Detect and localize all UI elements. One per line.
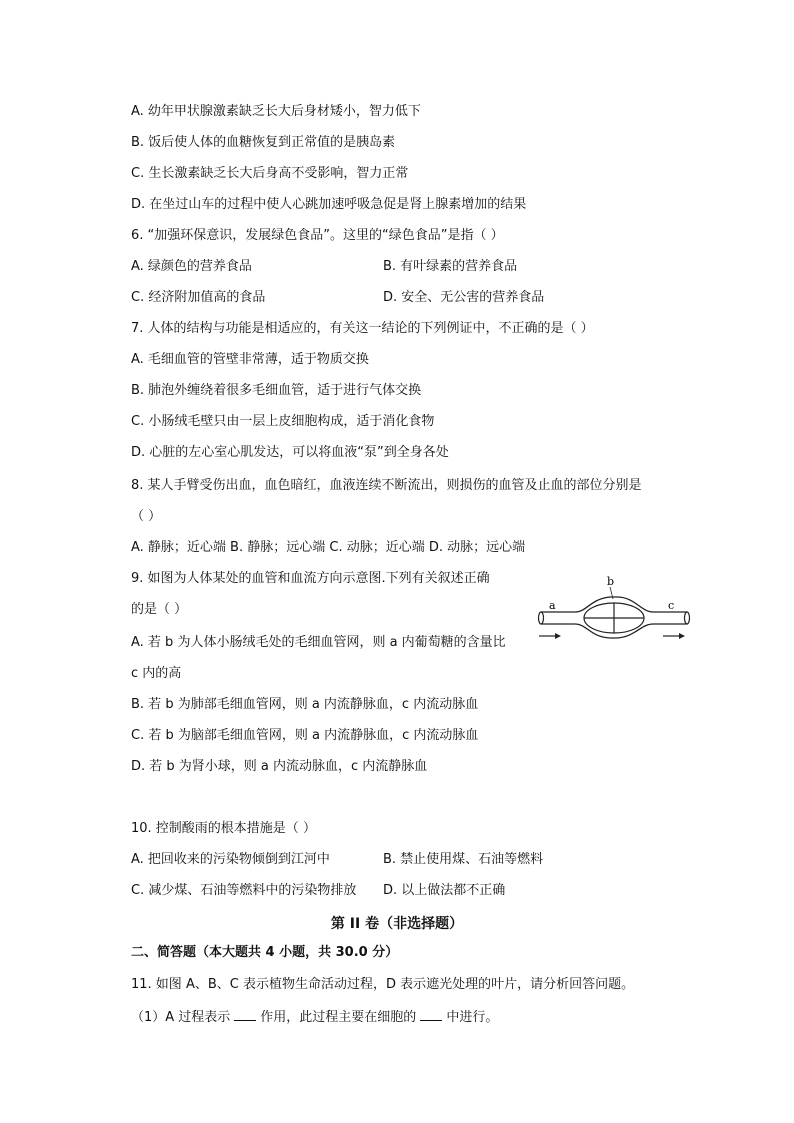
q9-option-b: B. 若 b 为肺部毛细血管网，则 a 内流静脉血，c 内流动脉血 bbox=[131, 697, 479, 712]
flow-arrowhead-right bbox=[679, 633, 685, 639]
q11-stem: 11. 如图 A、B、C 表示植物生命活动过程，D 表示遮光处理的叶片，请分析回答问题。 bbox=[131, 977, 635, 992]
q10-stem: 10. 控制酸雨的根本措施是（ ） bbox=[131, 821, 316, 836]
q7-stem: 7. 人体的结构与功能是相适应的，有关这一结论的下列例证中，不正确的是（ ） bbox=[131, 321, 594, 336]
q7-option-c: C. 小肠绒毛壁只由一层上皮细胞构成，适于消化食物 bbox=[131, 414, 435, 429]
blood-vessel-diagram bbox=[535, 575, 695, 645]
q7-option-b: B. 肺泡外缠绕着很多毛细血管，适于进行气体交换 bbox=[131, 383, 422, 398]
q9-option-a-line1: A. 若 b 为人体小肠绒毛处的毛细血管网，则 a 内葡萄糖的含量比 bbox=[131, 635, 506, 650]
q9-stem-line2: 的是（ ） bbox=[131, 602, 188, 617]
label-c: c bbox=[668, 599, 675, 612]
q5-option-d: D. 在坐过山车的过程中使人心跳加速呼吸急促是肾上腺素增加的结果 bbox=[131, 197, 527, 212]
q5-option-c: C. 生长激素缺乏长大后身高不受影响，智力正常 bbox=[131, 166, 409, 181]
q6-option-b: B. 有叶绿素的营养食品 bbox=[383, 259, 518, 274]
answer-blank-1[interactable] bbox=[234, 1008, 256, 1021]
q6-stem: 6. “加强环保意识，发展绿色食品”。这里的“绿色食品”是指（ ） bbox=[131, 228, 504, 243]
label-a: a bbox=[549, 599, 556, 612]
answer-blank-2[interactable] bbox=[420, 1008, 442, 1021]
section-subtitle: 二、简答题（本大题共 4 小题，共 30.0 分） bbox=[131, 945, 399, 960]
q9-option-d: D. 若 b 为肾小球，则 a 内流动脉血，c 内流静脉血 bbox=[131, 759, 428, 774]
q11-sub1-part2: 作用，此过程主要在细胞的 bbox=[260, 1010, 417, 1025]
q11-sub1-part1: （1）A 过程表示 bbox=[131, 1010, 231, 1025]
q8-options: A. 静脉；近心端 B. 静脉；远心端 C. 动脉；近心端 D. 动脉；远心端 bbox=[131, 540, 526, 555]
label-b: b bbox=[607, 575, 615, 588]
q11-sub1 bbox=[131, 1008, 498, 1027]
vessel-a-opening bbox=[539, 612, 544, 624]
q7-option-a: A. 毛细血管的管壁非常薄，适于物质交换 bbox=[131, 352, 369, 367]
q9-option-a-line2: c 内的高 bbox=[131, 666, 182, 681]
flow-arrowhead-left bbox=[555, 633, 561, 639]
q9-option-c: C. 若 b 为脑部毛细血管网，则 a 内流静脉血，c 内流动脉血 bbox=[131, 728, 479, 743]
q10-option-a: A. 把回收来的污染物倾倒到江河中 bbox=[131, 852, 330, 867]
q10-option-d: D. 以上做法都不正确 bbox=[383, 883, 506, 898]
q11-sub1-part3: 中进行。 bbox=[446, 1010, 499, 1025]
q6-option-a: A. 绿颜色的营养食品 bbox=[131, 259, 252, 274]
q10-option-b: B. 禁止使用煤、石油等燃料 bbox=[383, 852, 544, 867]
q10-option-c: C. 减少煤、石油等燃料中的污染物排放 bbox=[131, 883, 357, 898]
q6-option-c: C. 经济附加值高的食品 bbox=[131, 290, 266, 305]
q8-stem: 8. 某人手臂受伤出血，血色暗红，血液连续不断流出，则损伤的血管及止血的部位分别是 bbox=[131, 478, 642, 493]
q9-stem-line1: 9. 如图为人体某处的血管和血流方向示意图.下列有关叙述正确 bbox=[131, 571, 490, 586]
q5-option-b: B. 饭后使人体的血糖恢复到正常值的是胰岛素 bbox=[131, 135, 396, 150]
section-title: 第 II 卷（非选择题） bbox=[330, 916, 464, 932]
vessel-c-opening bbox=[685, 612, 690, 624]
q8-stem-continued: （ ） bbox=[131, 509, 162, 524]
q6-option-d: D. 安全、无公害的营养食品 bbox=[383, 290, 545, 305]
q5-option-a: A. 幼年甲状腺激素缺乏长大后身材矮小，智力低下 bbox=[131, 104, 421, 119]
q7-option-d: D. 心脏的左心室心肌发达，可以将血液“泵”到全身各处 bbox=[131, 445, 449, 460]
